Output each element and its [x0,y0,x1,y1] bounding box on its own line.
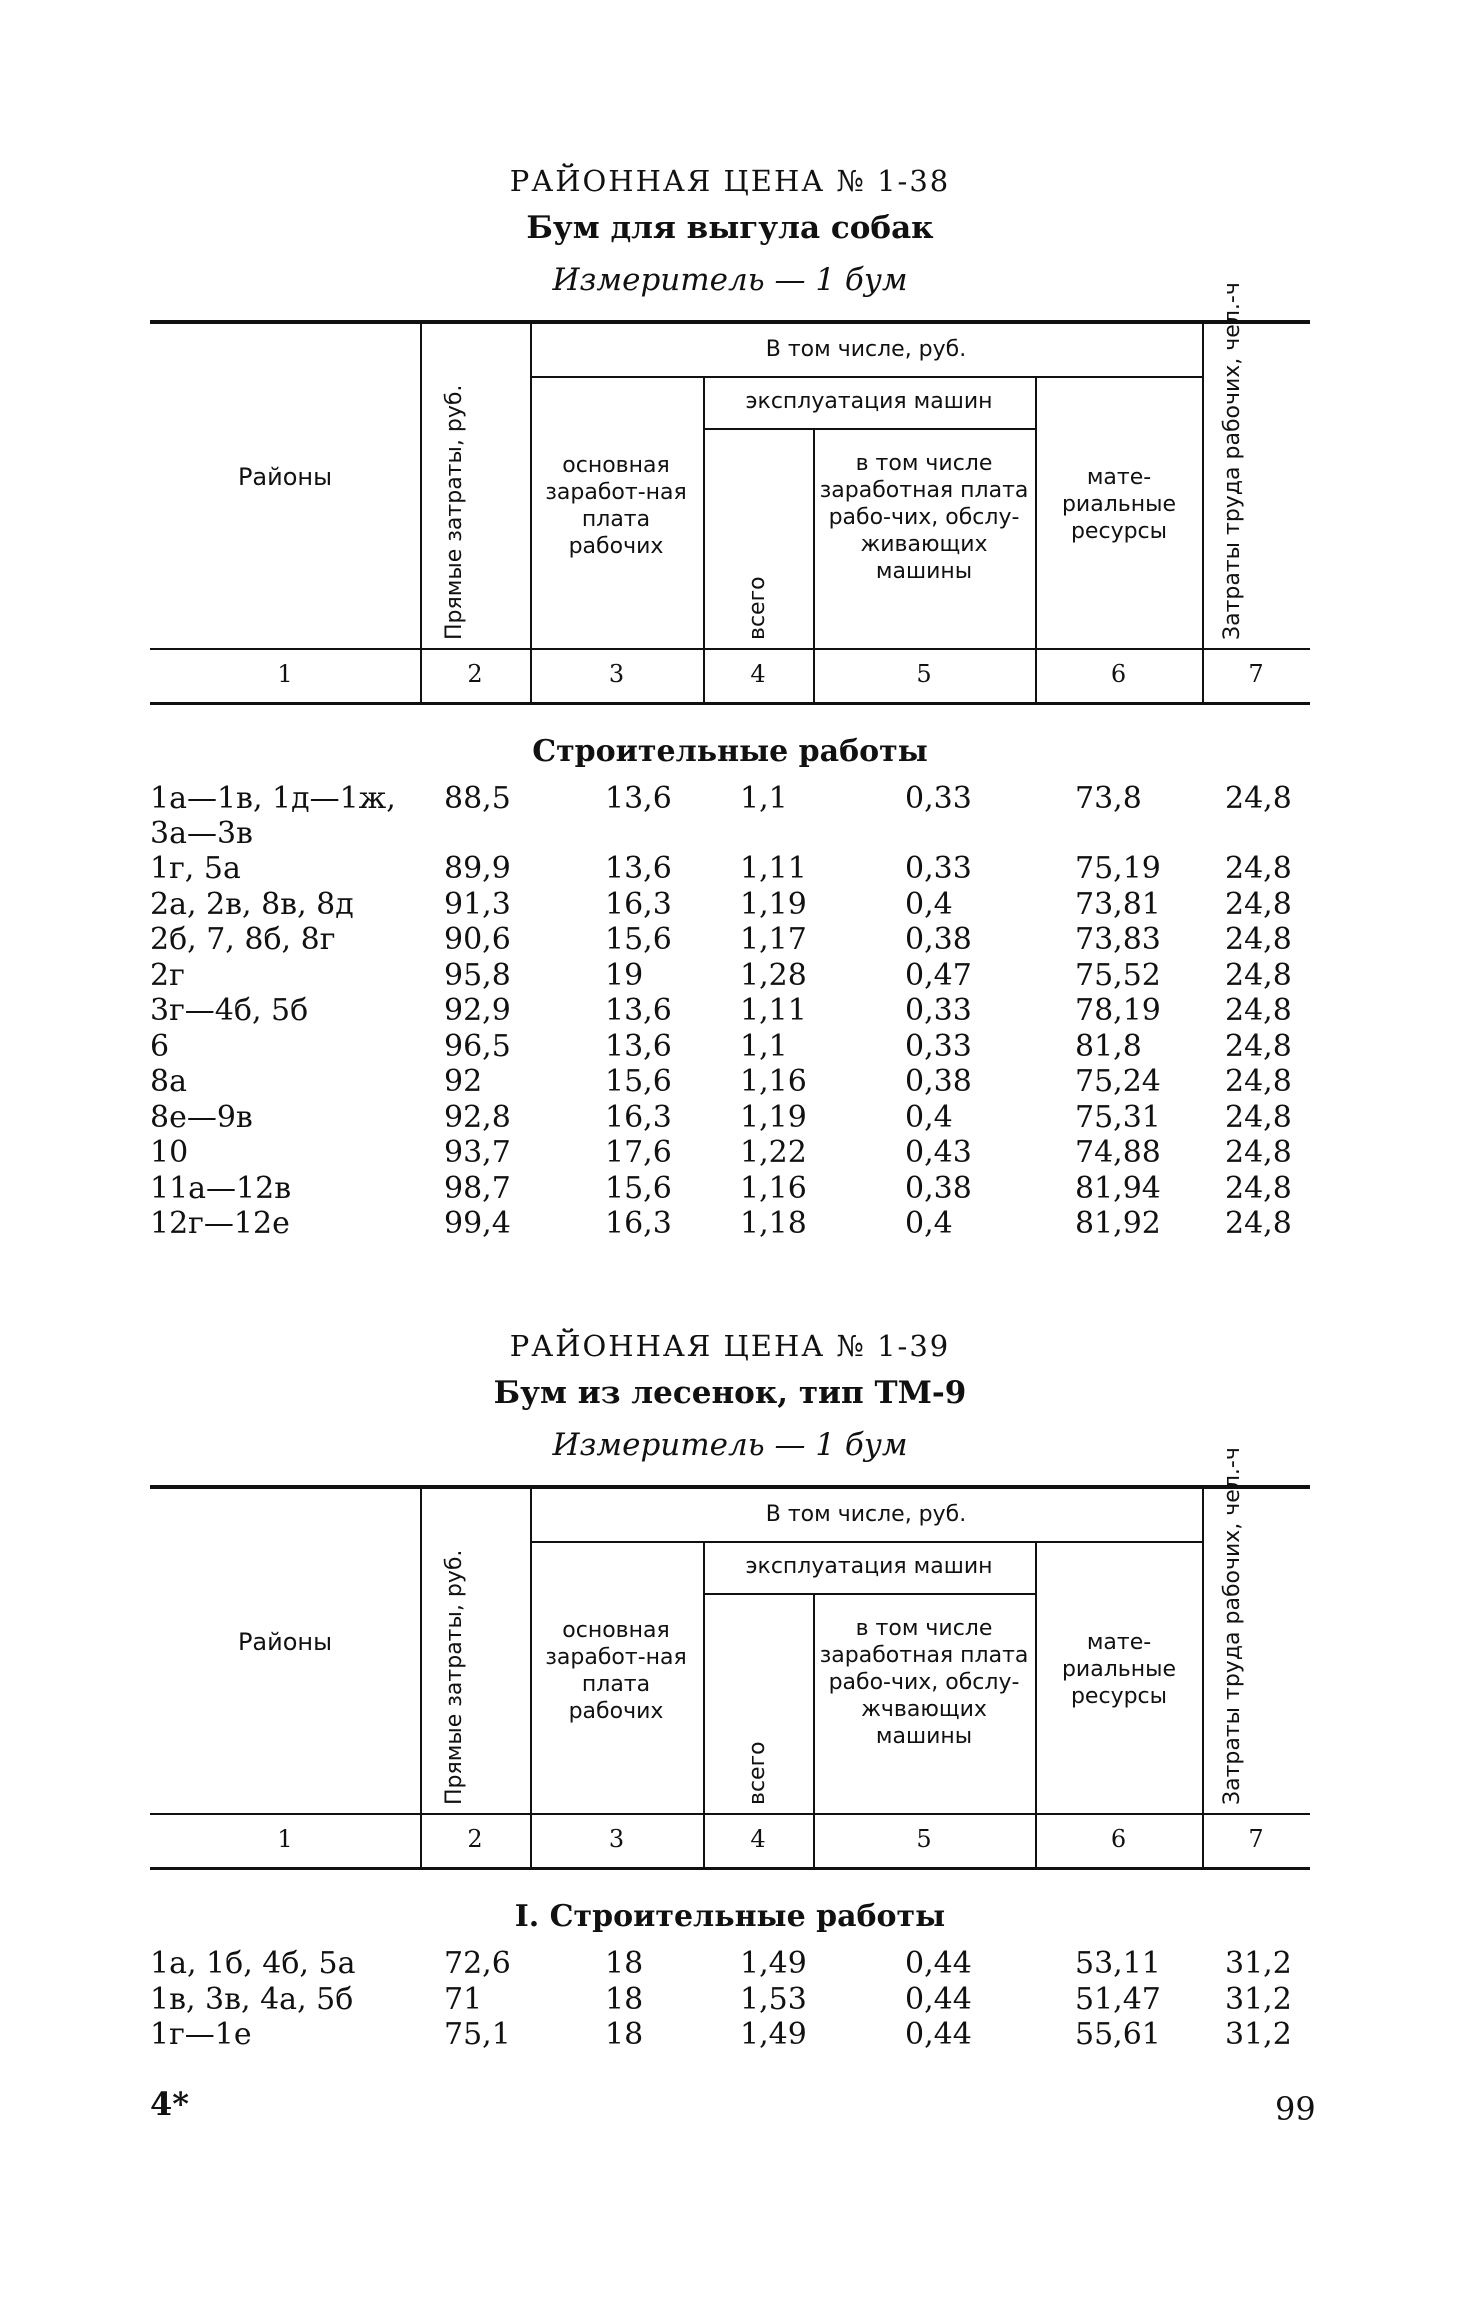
table-row [150,958,1310,994]
table-row [150,993,1310,1029]
cell-direct-costs: 99,4 [444,1206,511,1241]
table-row [150,1064,1310,1100]
cell-machine-wage: 0,44 [905,1946,972,1981]
cell-basic-wage: 19 [605,957,644,993]
cell-materials: 73,83 [1075,922,1161,957]
column-number: 7 [1248,1825,1264,1853]
cell-basic-wage: 17,6 [605,1135,672,1170]
cell-basic-wage: 18 [605,1981,644,2017]
cell-materials: 74,88 [1075,1135,1161,1170]
column-number: 3 [608,660,625,688]
cell-materials: 55,61 [1075,2017,1161,2052]
cell-labor: 24,8 [1225,851,1292,886]
header-total: всего [745,1741,770,1805]
table-measure: Измеритель — 1 бум [552,1427,908,1463]
table-row [150,1946,1310,1982]
cell-labor: 24,8 [1225,1028,1292,1064]
table-header [150,1447,1310,1870]
table-title: РАЙОННАЯ ЦЕНА № 1-39 [509,1329,951,1363]
cell-machine-wage: 0,4 [905,1206,953,1241]
header-districts: Районы [237,1628,333,1656]
cell-direct-costs: 88,5 [444,781,511,816]
header-direct-costs: Прямые затраты, руб. [442,1549,467,1805]
table-row [150,781,1310,851]
cell-basic-wage: 15,6 [605,1064,672,1099]
cell-machine-total: 1,16 [740,1170,807,1206]
table-measure: Измеритель — 1 бум [552,262,908,298]
section-title: I. Строительные работы [514,1899,946,1934]
cell-machine-total: 1,18 [740,1206,807,1241]
table-subtitle: Бум для выгула собак [526,210,934,246]
cell-labor: 31,2 [1225,1946,1292,1981]
cell-materials: 81,92 [1075,1206,1161,1241]
column-number: 4 [750,1825,766,1853]
cell-labor: 24,8 [1225,886,1292,922]
cell-machine-total: 1,28 [740,957,807,993]
table-row [150,922,1310,958]
column-number: 2 [467,660,483,688]
cell-labor: 24,8 [1225,993,1292,1028]
cell-direct-costs: 71 [444,1981,483,2017]
cell-machine-wage: 0,33 [905,1028,972,1064]
cell-machine-wage: 0,38 [905,922,972,957]
column-number: 7 [1248,660,1264,688]
price-table-1-38 [150,160,1310,1242]
header-materials: мате-риальные ресурсы [1061,1630,1177,1709]
cell-labor: 24,8 [1225,781,1292,816]
header-districts: Районы [237,463,333,491]
header-machine-wage: в том числе заработная плата рабо-чих, обслу-жчвающих машины [819,1616,1029,1749]
header-basic-wage: основная заработ-ная плата рабочих [545,1618,687,1724]
cell-machine-wage: 0,33 [905,851,972,886]
cell-labor: 24,8 [1225,1099,1292,1135]
cell-direct-costs: 96,5 [444,1028,511,1064]
cell-machine-wage: 0,47 [905,957,972,993]
cell-materials: 73,81 [1075,886,1161,922]
cell-machine-wage: 0,33 [905,993,972,1028]
cell-materials: 75,31 [1075,1099,1161,1135]
cell-machine-wage: 0,38 [905,1064,972,1099]
column-number: 6 [1110,1825,1127,1853]
cell-basic-wage: 13,6 [605,1028,672,1064]
cell-machine-wage: 0,38 [905,1170,972,1206]
cell-direct-costs: 89,9 [444,851,511,886]
cell-machine-total: 1,19 [740,1099,807,1135]
cell-materials: 73,8 [1075,781,1142,816]
cell-direct-costs: 92,9 [444,993,511,1028]
header-machine-operation: эксплуатация машин [745,389,993,414]
cell-basic-wage: 13,6 [605,781,672,816]
table-row [150,1029,1310,1065]
cell-district: 1г, 5а [150,851,241,886]
cell-district: 10 [150,1135,189,1170]
cell-district: 2б, 7, 8б, 8г [150,922,336,957]
table-title: РАЙОННАЯ ЦЕНА № 1-38 [509,164,951,198]
column-number: 6 [1110,660,1127,688]
cell-direct-costs: 92 [444,1064,483,1099]
column-number: 2 [467,1825,483,1853]
cell-machine-total: 1,22 [740,1135,807,1170]
cell-direct-costs: 72,6 [444,1946,511,1981]
header-labor: Затраты труда рабочих, чел.-ч [1220,1447,1245,1805]
section-title: Строительные работы [532,734,928,769]
cell-district: 2а, 2в, 8в, 8д [150,886,354,922]
cell-machine-total: 1,1 [740,1028,788,1064]
page-number: 99 [1275,2090,1316,2128]
cell-machine-wage: 0,43 [905,1135,972,1170]
cell-materials: 75,24 [1075,1064,1161,1099]
cell-materials: 78,19 [1075,993,1161,1028]
header-machine-operation: эксплуатация машин [745,1554,993,1579]
cell-labor: 24,8 [1225,957,1292,993]
cell-materials: 51,47 [1075,1981,1161,2017]
table-row [150,851,1310,887]
cell-basic-wage: 15,6 [605,1170,672,1206]
cell-basic-wage: 16,3 [605,1099,672,1135]
column-number: 4 [750,660,766,688]
cell-direct-costs: 98,7 [444,1170,511,1206]
price-table-1-39 [150,1325,1310,2053]
cell-machine-total: 1,49 [740,2017,807,2052]
signature-mark: 4* [150,2085,189,2123]
cell-materials: 75,52 [1075,957,1161,993]
cell-machine-total: 1,17 [740,922,807,957]
cell-labor: 31,2 [1225,1981,1292,2017]
cell-machine-total: 1,11 [740,851,807,886]
cell-direct-costs: 91,3 [444,886,511,922]
cell-district: 11а—12в [150,1170,292,1206]
cell-materials: 81,8 [1075,1028,1142,1064]
header-including: В том числе, руб. [765,337,967,362]
cell-district: 12г—12е [150,1206,290,1241]
column-number: 1 [277,1825,293,1853]
header-materials: мате-риальные ресурсы [1061,465,1177,544]
cell-basic-wage: 13,6 [605,993,672,1028]
cell-labor: 24,8 [1225,922,1292,957]
cell-machine-total: 1,19 [740,886,807,922]
cell-district: 1в, 3в, 4а, 5б [150,1981,354,2017]
cell-district: 2г [150,957,185,993]
cell-labor: 24,8 [1225,1064,1292,1099]
cell-labor: 24,8 [1225,1135,1292,1170]
cell-basic-wage: 16,3 [605,1206,672,1241]
cell-labor: 31,2 [1225,2017,1292,2052]
table-row [150,1100,1310,1136]
column-number: 5 [916,1825,932,1853]
cell-district: 1г—1е [150,2017,252,2052]
header-basic-wage: основная заработ-ная плата рабочих [545,453,687,559]
table-body [150,781,1310,1242]
cell-district: 6 [150,1028,170,1064]
cell-basic-wage: 13,6 [605,851,672,886]
table-row [150,2017,1310,2053]
cell-machine-total: 1,16 [740,1064,807,1099]
cell-materials: 81,94 [1075,1170,1161,1206]
cell-machine-wage: 0,4 [905,886,953,922]
cell-district: 1а, 1б, 4б, 5а [150,1946,356,1981]
column-number: 5 [916,660,932,688]
cell-basic-wage: 18 [605,2017,644,2052]
cell-district: 8а [150,1064,187,1099]
cell-basic-wage: 18 [605,1946,644,1981]
cell-direct-costs: 93,7 [444,1135,511,1170]
table-row [150,1982,1310,2018]
table-header [150,282,1310,705]
cell-labor: 24,8 [1225,1206,1292,1241]
cell-labor: 24,8 [1225,1170,1292,1206]
table-row [150,1206,1310,1242]
cell-materials: 75,19 [1075,851,1161,886]
cell-district: 3г—4б, 5б [150,993,309,1028]
table-row [150,1135,1310,1171]
cell-basic-wage: 15,6 [605,922,672,957]
cell-machine-wage: 0,33 [905,781,972,816]
cell-machine-wage: 0,44 [905,2017,972,2052]
cell-machine-wage: 0,44 [905,1981,972,2017]
cell-direct-costs: 92,8 [444,1099,511,1135]
header-machine-wage: в том числе заработная плата рабо-чих, обслу-живающих машины [819,451,1029,584]
cell-machine-total: 1,53 [740,1981,807,2017]
table-row [150,1171,1310,1207]
cell-machine-total: 1,11 [740,993,807,1028]
cell-direct-costs: 90,6 [444,922,511,957]
cell-machine-total: 1,49 [740,1946,807,1981]
table-subtitle: Бум из лесенок, тип ТМ-9 [493,1375,967,1411]
header-labor: Затраты труда рабочих, чел.-ч [1220,282,1245,640]
cell-district: 8е—9в [150,1099,253,1135]
header-total: всего [745,576,770,640]
table-row [150,887,1310,923]
header-direct-costs: Прямые затраты, руб. [442,384,467,640]
cell-machine-total: 1,1 [740,781,788,816]
header-including: В том числе, руб. [765,1502,967,1527]
table-body [150,1946,1310,2053]
column-number: 1 [277,660,293,688]
column-number: 3 [608,1825,625,1853]
cell-basic-wage: 16,3 [605,886,672,922]
cell-direct-costs: 95,8 [444,957,511,993]
cell-machine-wage: 0,4 [905,1099,953,1135]
cell-district: 1а—1в, 1д—1ж, 3а—3в [150,781,396,851]
cell-direct-costs: 75,1 [444,2017,511,2052]
cell-materials: 53,11 [1075,1946,1161,1981]
